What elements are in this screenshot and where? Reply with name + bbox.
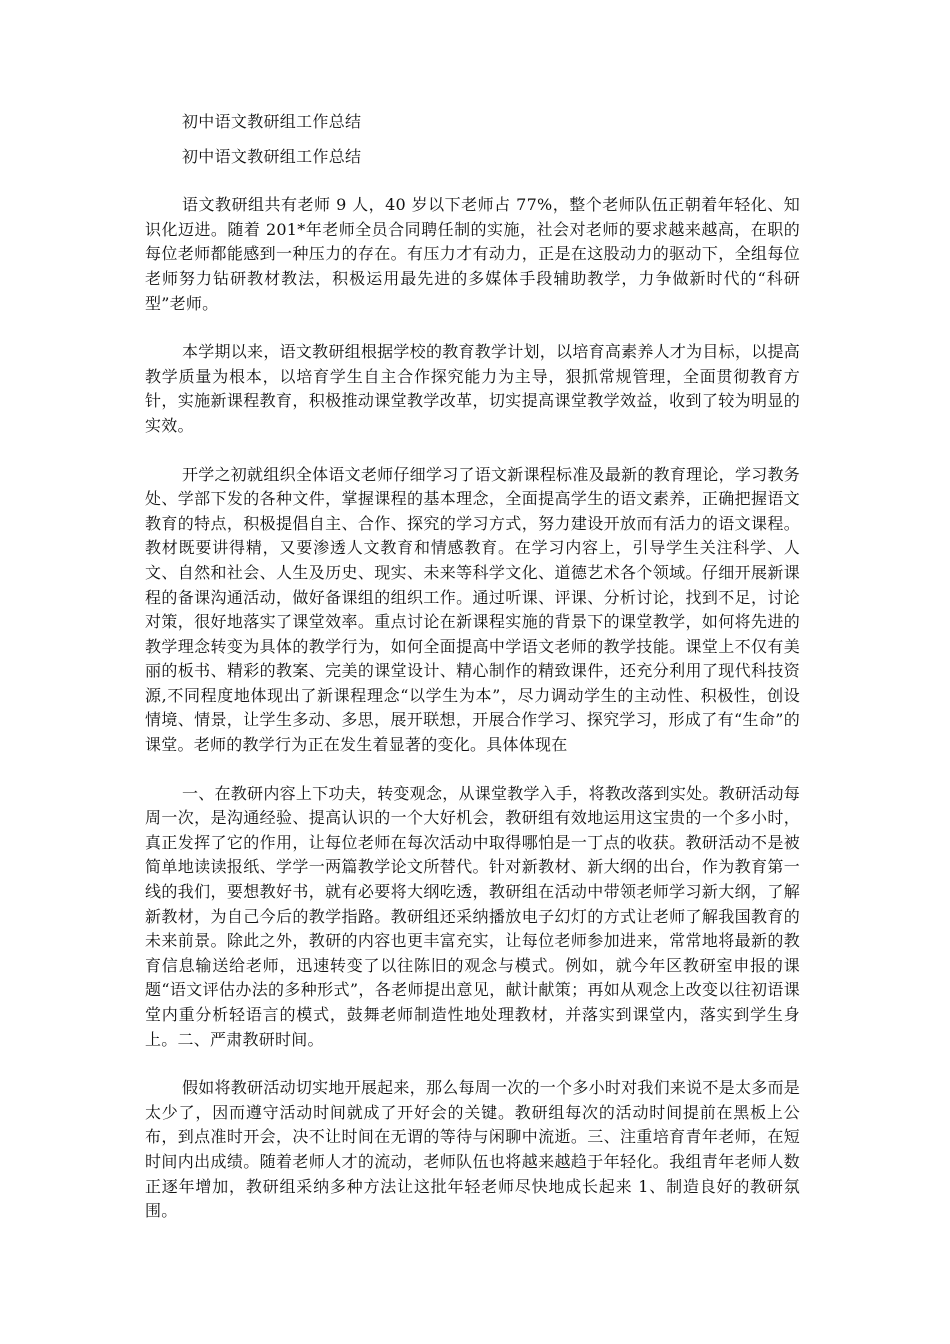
paragraph-research-time: 假如将教研活动切实地开展起来，那么每周一次的一个多小时对我们来说不是太多而是太少了，因而遵守活动时间就成了开好会的关键。教研组每次的活动时间提前在黑板上公布，到点准时开会，决不让时间在无谓的等待与闲聊中流逝。三、注重培育青年老师，在短时间内出成绩。随着老师人才的流动，老师队伍也将越来越趋于年轻化。我组青年老师人数正逐年增加，教研组采纳多种方法让这批年轻老师尽快地成长起来 1、制造良好的教研氛围。 xyxy=(145,1078,800,1221)
paragraph-semester: 本学期以来，语文教研组根据学校的教育教学计划，以培育高素养人才为目标，以提高教学质量为根本，以培育学生自主合作探究能力为主导，狠抓常规管理，全面贯彻教育方针，实施新课程教育，积极推动课堂教学改革，切实提高课堂教学效益，收到了较为明显的实效。 xyxy=(145,342,800,435)
paragraph-curriculum-study: 开学之初就组织全体语文老师仔细学习了语文新课程标准及最新的教育理论，学习教务处、学部下发的各种文件，掌握课程的基本理念，全面提高学生的语文素养，正确把握语文教育的特点，积极提倡自主、合作、探究的学习方式，努力建设开放而有活力的语文课程。教材既要讲得精，又要渗透人文教育和情感教育。在学习内容上，引导学生关注科学、人文、自然和社会、人生及历史、现实、未来等科学文化、道德艺术各个领域。仔细开展新课程的备课沟通活动，做好备课组的组织工作。通过听课、评课、分析讨论，找到不足，讨论对策，很好地落实了课堂效率。重点讨论在新课程实施的背景下的课堂教学，如何将先进的教学理念转变为具体的教学行为，如何全面提高中学语文老师的教学技能。课堂上不仅有美丽的板书、精彩的教案、完美的课堂设计、精心制作的精致课件，还充分利用了现代科技资源,不同程度地体现出了新课程理念“以学生为本”，尽力调动学生的主动性、积极性，创设情境、情景，让学生多动、多思，展开联想，开展合作学习、探究学习，形成了有“生命”的课堂。老师的教学行为正在发生着显著的变化。具体体现在 xyxy=(145,464,800,755)
paragraph-research-content: 一、在教研内容上下功夫，转变观念，从课堂教学入手，将教改落到实处。教研活动每周一次，是沟通经验、提高认识的一个大好机会，教研组有效地运用这宝贵的一个多小时，真正发挥了它的作用，让每位老师在每次活动中取得哪怕是一丁点的收获。教研活动不是被简单地读读报纸、学学一两篇教学论文所替代。针对新教材、新大纲的出台，作为教育第一线的我们，要想教好书，就有必要将大纲吃透，教研组在活动中带领老师学习新大纲，了解新教材，为自己今后的教学指路。教研组还采纳播放电子幻灯的方式让老师了解我国教育的未来前景。除此之外，教研的内容也更丰富充实，让每位老师参加进来，常常地将最新的教育信息输送给老师，迅速转变了以往陈旧的观念与模式。例如，就今年区教研室申报的课题“语文评估办法的多种形式”，各老师提出意见，献计献策；再如从观念上改变以往初语课堂内重分析轻语言的模式，鼓舞老师制造性地处理教材，并落实到课堂内，落实到学生身上。二、严肃教研时间。 xyxy=(145,783,800,1049)
document-title: 初中语文教研组工作总结 xyxy=(182,112,362,131)
paragraph-intro: 语文教研组共有老师 9 人，40 岁以下老师占 77%，整个老师队伍正朝着年轻化、知识化迈进。随着 201*年老师全员合同聘任制的实施，社会对老师的要求越来越高，在职的每位老师都能感到一种压力的存在。有压力才有动力，正是在这股动力的驱动下，全组每位老师努力钻研教材教法，积极运用最先进的多媒体手段辅助教学，力争做新时代的“科研型”老师。 xyxy=(145,195,800,313)
document-subtitle: 初中语文教研组工作总结 xyxy=(182,146,362,166)
document-body xyxy=(145,110,800,1224)
